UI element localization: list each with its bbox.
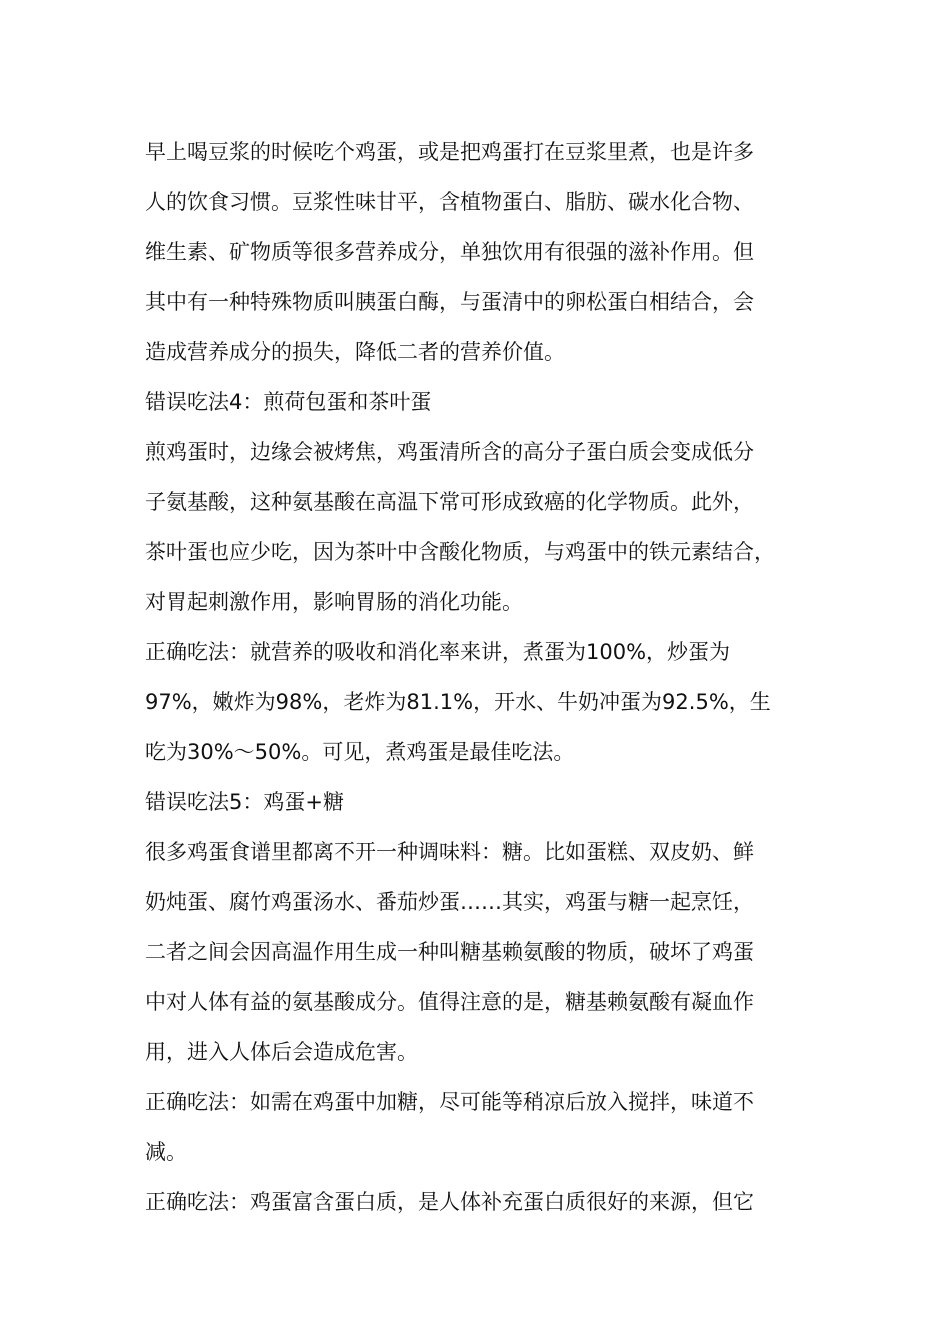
text-line: 煎鸡蛋时，边缘会被烤焦，鸡蛋清所含的高分子蛋白质会变成低分	[145, 440, 754, 464]
section-heading: 错误吃法5：鸡蛋+糖	[145, 790, 344, 814]
text-line: 吃为30%～50%。可见，煮鸡蛋是最佳吃法。	[145, 740, 575, 764]
text-line: 子氨基酸，这种氨基酸在高温下常可形成致癌的化学物质。此外，	[145, 490, 754, 514]
text-line: 很多鸡蛋食谱里都离不开一种调味料：糖。比如蛋糕、双皮奶、鲜	[145, 840, 754, 864]
text-line: 奶炖蛋、腐竹鸡蛋汤水、番茄炒蛋……其实，鸡蛋与糖一起烹饪，	[145, 890, 754, 914]
text-line: 造成营养成分的损失，降低二者的营养价值。	[145, 340, 565, 364]
text-line: 其中有一种特殊物质叫胰蛋白酶，与蛋清中的卵松蛋白相结合，会	[145, 290, 754, 314]
text-line: 人的饮食习惯。豆浆性味甘平，含植物蛋白、脂肪、碳水化合物、	[145, 190, 754, 214]
text-line: 茶叶蛋也应少吃，因为茶叶中含酸化物质，与鸡蛋中的铁元素结合，	[145, 540, 775, 564]
text-line: 用，进入人体后会造成危害。	[145, 1040, 418, 1064]
text-line: 早上喝豆浆的时候吃个鸡蛋，或是把鸡蛋打在豆浆里煮，也是许多	[145, 140, 754, 164]
text-line: 中对人体有益的氨基酸成分。值得注意的是，糖基赖氨酸有凝血作	[145, 990, 754, 1014]
text-line: 正确吃法：鸡蛋富含蛋白质，是人体补充蛋白质很好的来源，但它	[145, 1190, 754, 1214]
text-line: 减。	[145, 1140, 187, 1164]
text-line: 二者之间会因高温作用生成一种叫糖基赖氨酸的物质，破坏了鸡蛋	[145, 940, 754, 964]
text-line: 维生素、矿物质等很多营养成分，单独饮用有很强的滋补作用。但	[145, 240, 754, 264]
text-line: 正确吃法：就营养的吸收和消化率来讲，煮蛋为100%，炒蛋为	[145, 640, 731, 664]
text-line: 对胃起刺激作用，影响胃肠的消化功能。	[145, 590, 523, 614]
document-body	[145, 127, 810, 1227]
section-heading: 错误吃法4：煎荷包蛋和茶叶蛋	[145, 390, 432, 414]
text-line: 正确吃法：如需在鸡蛋中加糖，尽可能等稍凉后放入搅拌，味道不	[145, 1090, 754, 1114]
text-line: 97%，嫩炸为98%，老炸为81.1%，开水、牛奶冲蛋为92.5%，生	[145, 690, 771, 714]
